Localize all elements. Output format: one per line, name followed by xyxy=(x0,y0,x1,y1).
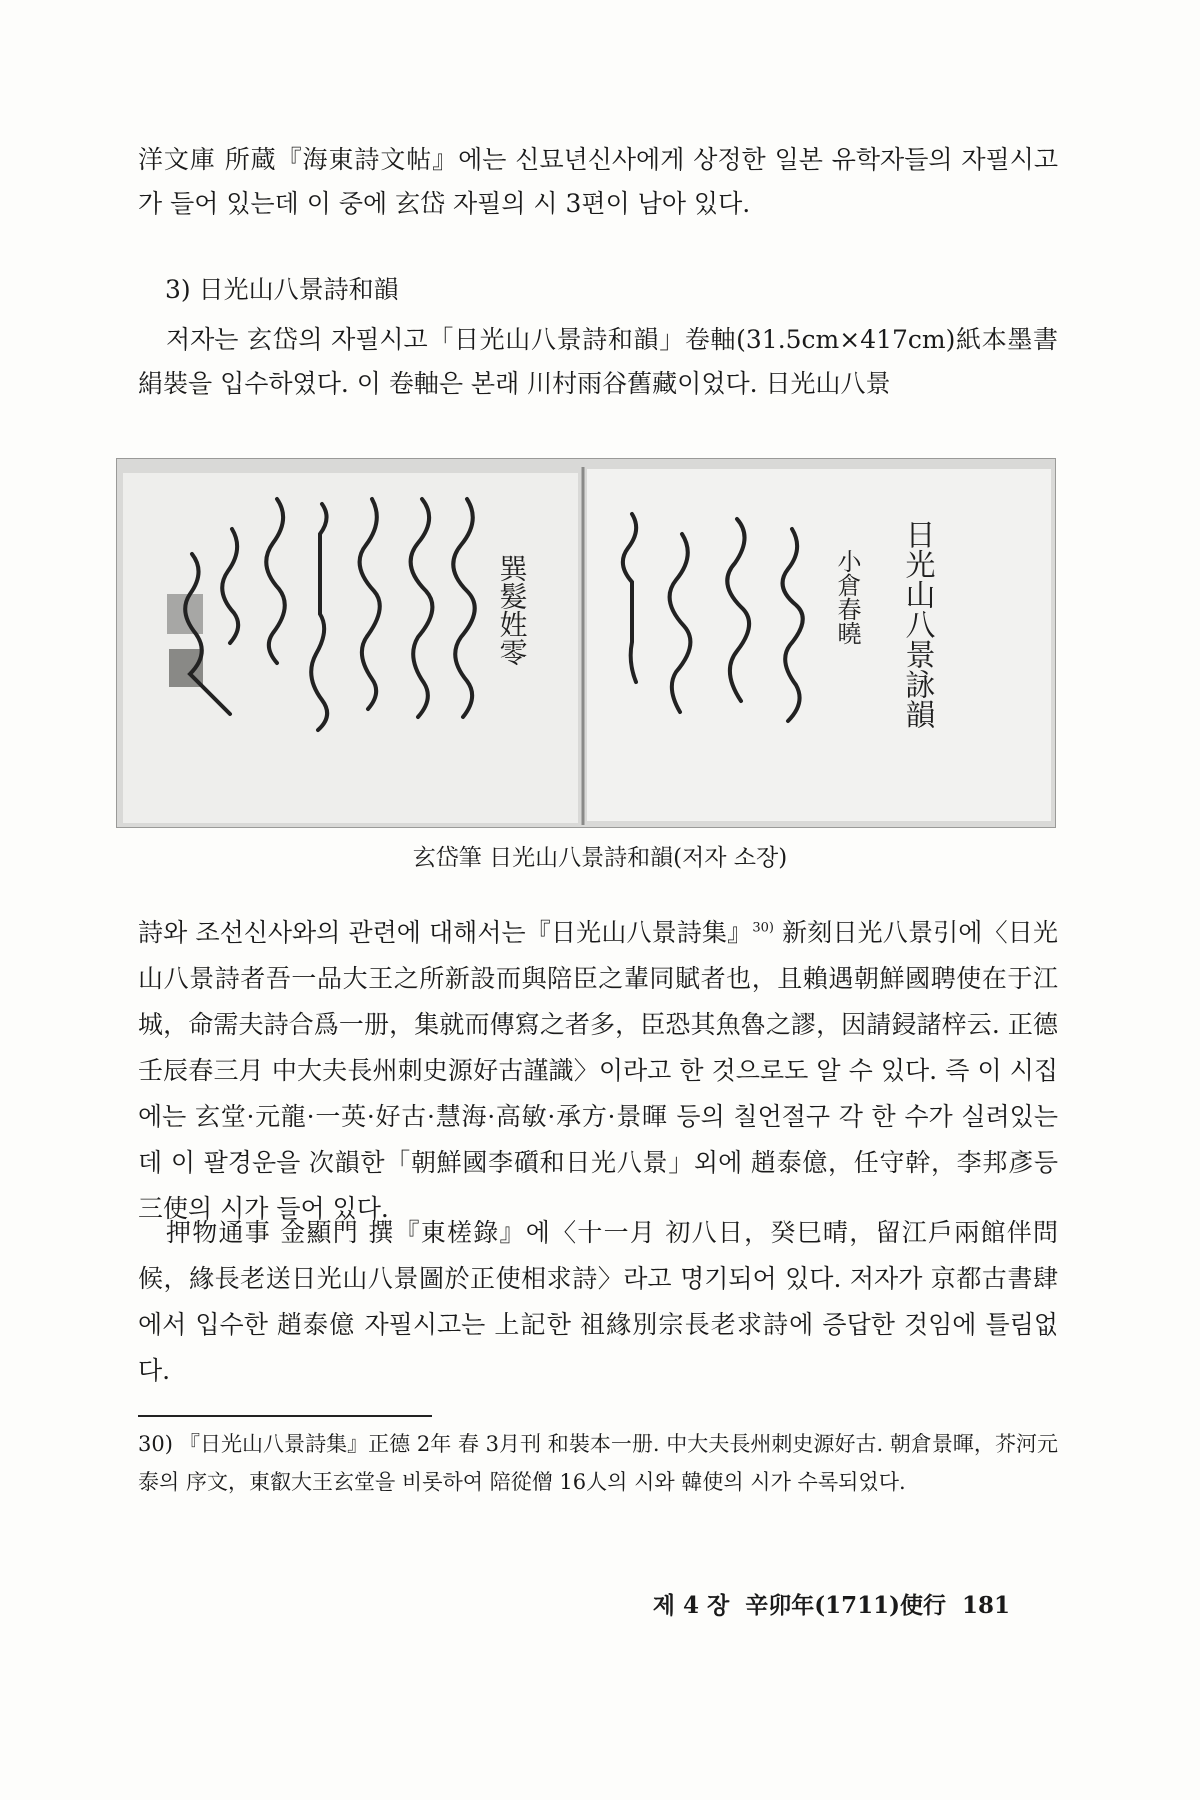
intro-paragraph: 洋文庫 所蔵『海東詩文帖』에는 신묘년신사에게 상정한 일본 유학자들의 자필시고가 들어 있는데 이 중에 玄岱 자필의 시 3편이 남아 있다. xyxy=(138,145,1058,218)
page-footer xyxy=(637,1588,1010,1624)
footnote-number: 30) xyxy=(138,1432,173,1456)
poem-title: 巽髮姓零 xyxy=(495,554,529,666)
section-paragraph: 저자는 玄岱의 자필시고「日光山八景詩和韻」卷軸(31.5cm×417cm)紙本墨書絹裝을 입수하였다. 이 卷軸은 본래 川村雨谷舊藏이었다. 日光山八景 xyxy=(138,325,1058,398)
page-number: 181 xyxy=(961,1592,1010,1619)
calligraphy-scroll-image xyxy=(117,459,1056,828)
paragraph-2-part-b: 新刻日光八景引에〈日光山八景詩者吾一品大王之所新設而與陪臣之輩同賦者也，且賴遇朝鮮國聘使在于江城，命需夫詩合爲一册，集就而傳寫之者多，臣恐其魚魯之謬，因請鋟諸梓云. 正德壬辰春三月 中大夫長州刺史源好古謹識〉이라고 한 것으로도 알 수 있다. 즉 이 시집에는 玄堂·元龍·一英·好古·慧海·高敏·承方·景暉 등의 칠언절구 각 한 수가 실려있는데 이 팔경운을 次韻한「朝鮮國李礩和日光八景」외에 趙泰億，任守幹，李邦彥등 三使의 시가 들어 있다. xyxy=(138,918,1058,1223)
footnote-text: 『日光山八景詩集』正德 2年 春 3月刊 和裝本一册. 中大夫長州刺史源好古. 朝倉景暉，芥河元泰의 序文，東叡大王玄堂을 비롯하여 陪從僧 16人의 시와 韓使의 시가 수록되었다. xyxy=(138,1432,1058,1494)
paragraph-2-part-a: 詩와 조선신사와의 관련에 대해서는『日光山八景詩集』 xyxy=(138,918,753,947)
body-paragraph-2 xyxy=(138,910,1058,1232)
calligraphy-figure xyxy=(116,458,1056,828)
body-paragraph-3: 押物通事 金顯門 撰『東槎錄』에〈十一月 初八日，癸巳晴，留江戶兩館伴問候，緣長老送日光山八景圖於正使相求詩〉라고 명기되어 있다. 저자가 京都古書肆에서 입수한 趙泰億 자필시고는 上記한 祖緣別宗長老求詩에 증답한 것임에 틀림없다. xyxy=(138,1218,1058,1385)
scroll-right-panel xyxy=(587,469,1051,821)
footer-chapter: 제 4 장 xyxy=(652,1592,730,1619)
footnote-reference[interactable]: 30) xyxy=(752,920,774,936)
footer-chapter-title: 辛卯年(1711)使行 xyxy=(745,1592,946,1619)
section-heading: 3) 日光山八景詩和韻 xyxy=(165,275,399,304)
figure-caption: 玄岱筆 日光山八景詩和韻(저자 소장) xyxy=(412,845,788,871)
footnote xyxy=(138,1425,1058,1501)
scroll-subtitle: 小倉春曉 xyxy=(833,549,861,645)
footnote-divider xyxy=(138,1415,432,1417)
scroll-title: 日光山八景詠韻 xyxy=(899,519,935,729)
